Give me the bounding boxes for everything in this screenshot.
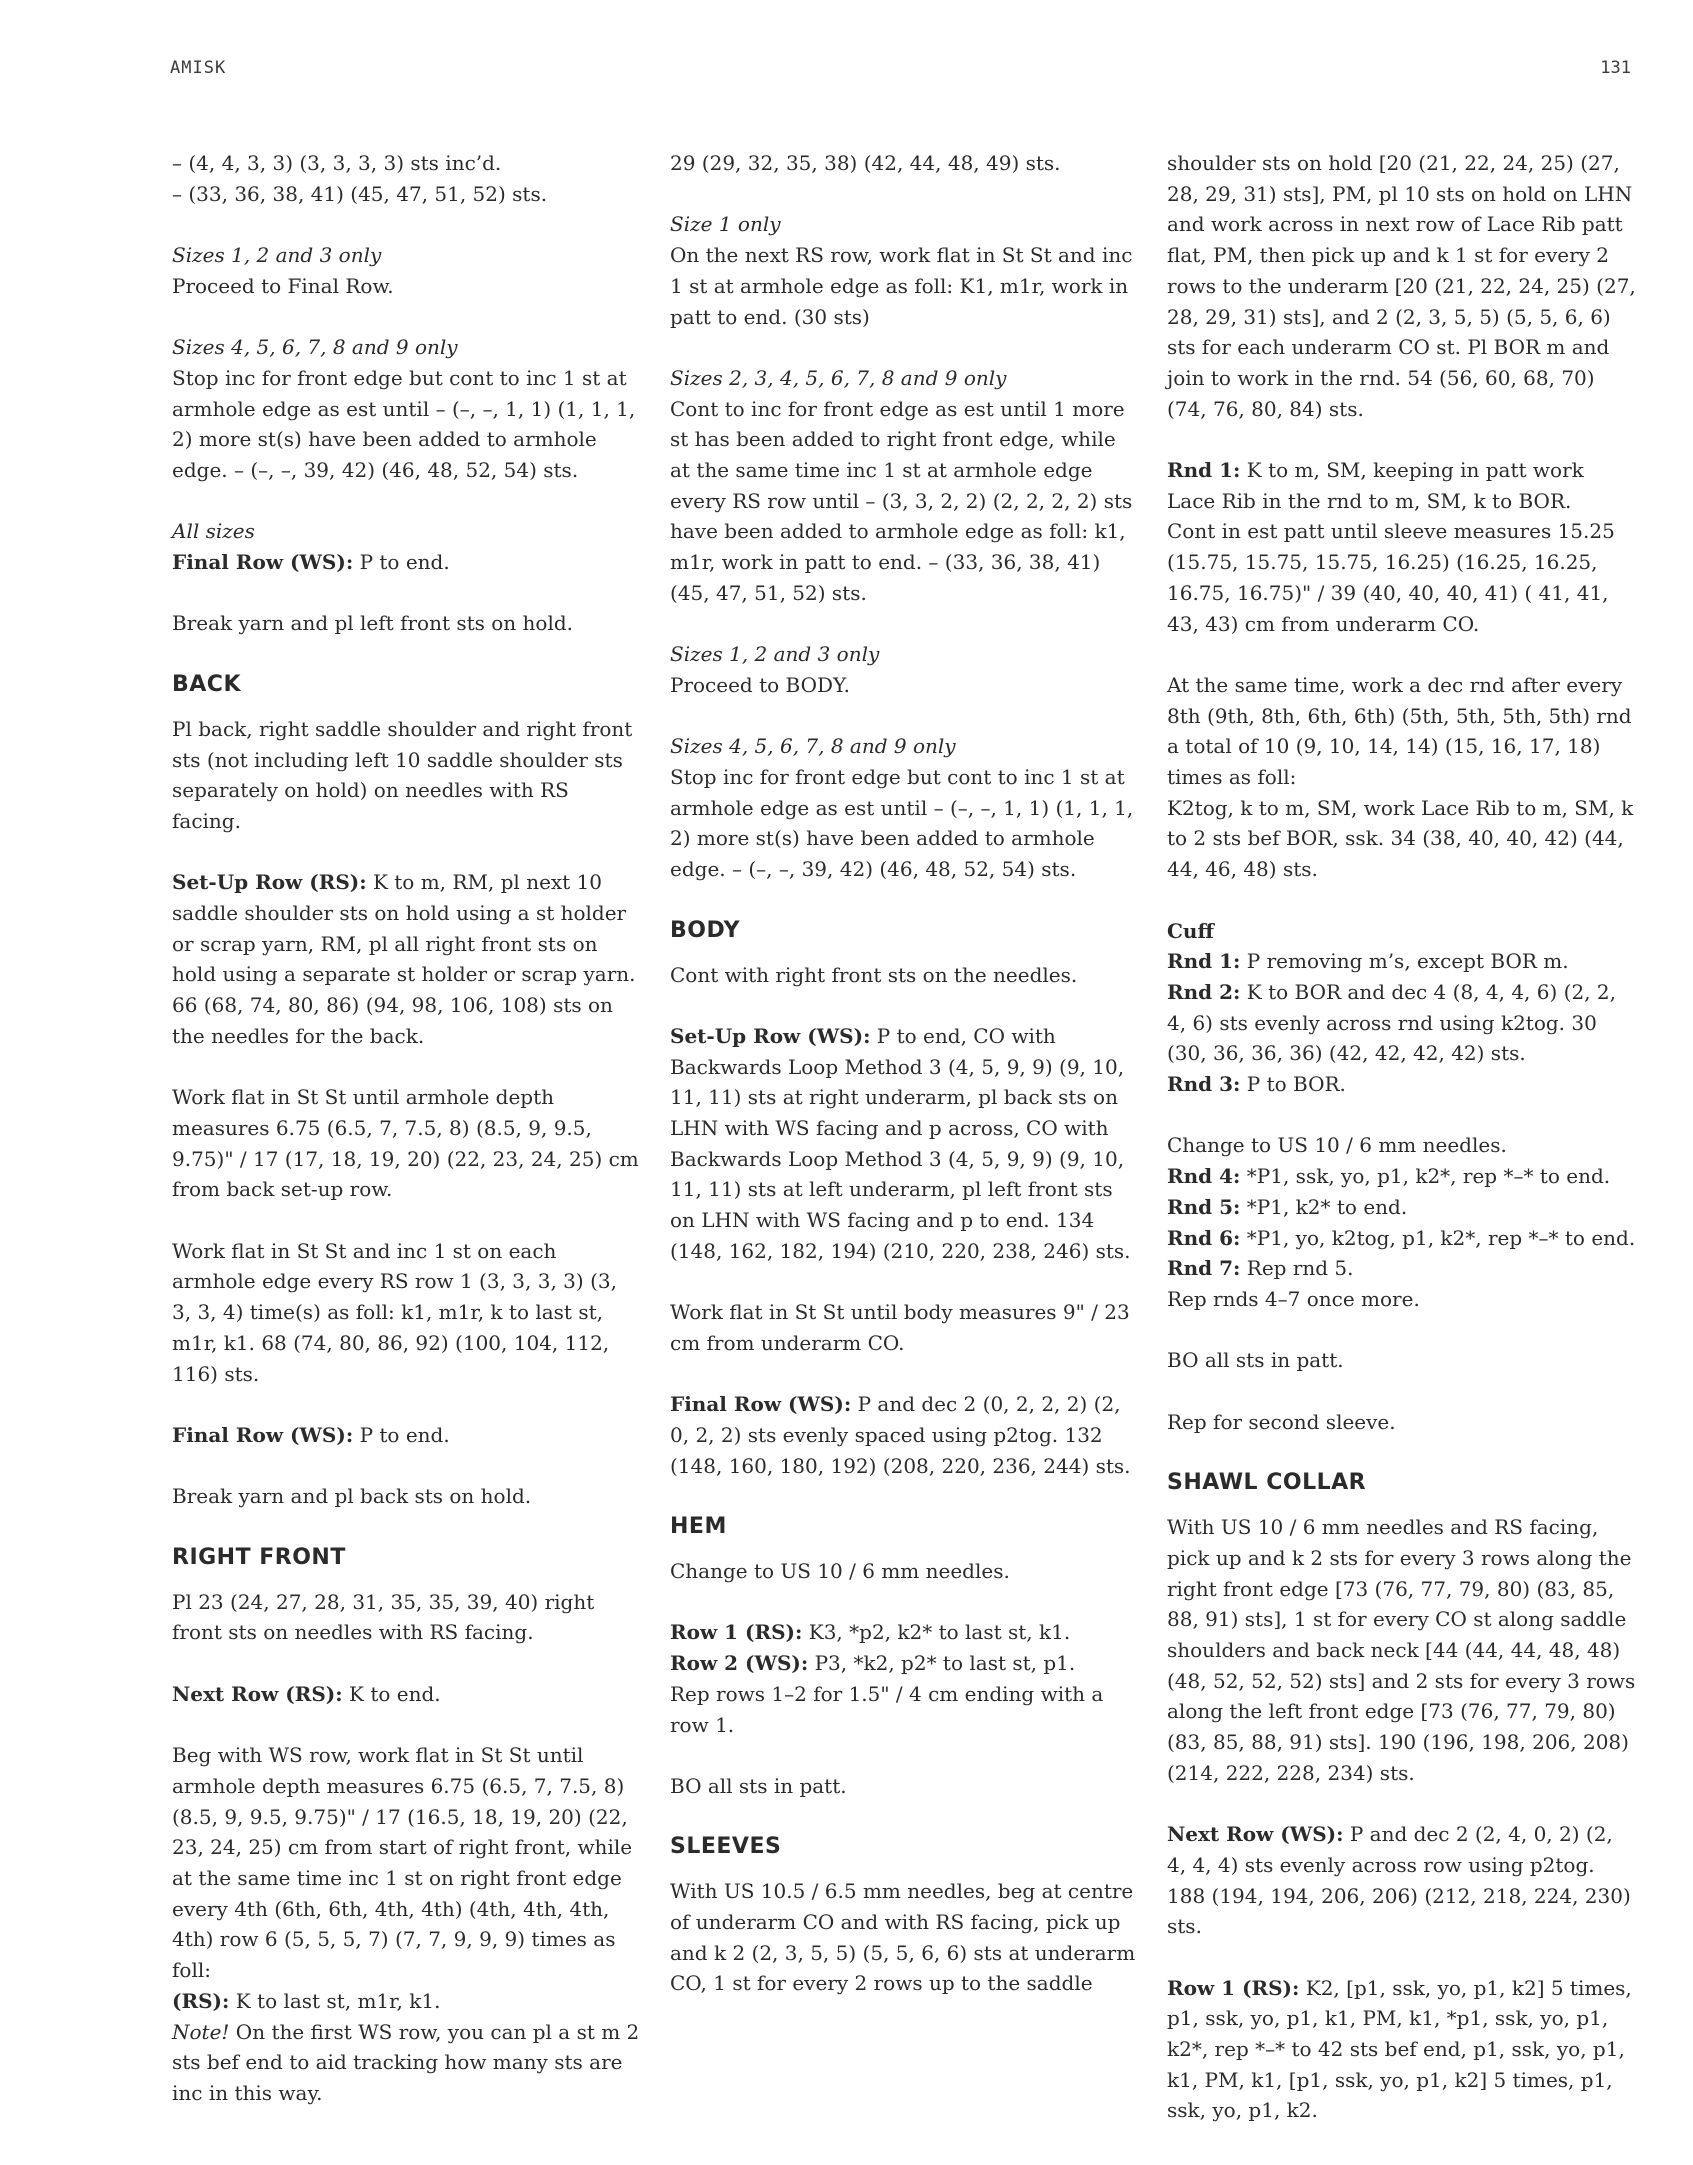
- size-heading: Sizes 1, 2 and 3 only: [172, 243, 382, 268]
- paragraph: Rep for second sleeve.: [1167, 1409, 1396, 1434]
- size-block: [172, 516, 642, 577]
- instruction-row: [172, 1420, 642, 1451]
- paragraph: Change to US 10 / 6 mm needles.: [1167, 1133, 1507, 1158]
- instruction-row: [670, 1648, 1140, 1679]
- size-heading: Size 1 only: [670, 212, 781, 237]
- row-label: Final Row (WS):: [172, 550, 354, 575]
- row-instruction: Rep rnd 5.: [1240, 1256, 1354, 1281]
- page-number: 131: [1600, 58, 1631, 78]
- paragraph: BO all sts in patt.: [670, 1773, 847, 1798]
- paragraph: Cont in est patt until sleeve measures 15.25 (15.75, 15.75, 15.75, 16.25) (16.25, 16.25, 16.75, 16.75)" / 39 (40, 40, 40, 41) ( 41, 41, 43, 43) cm from underarm CO.: [1167, 519, 1615, 636]
- row-instruction: K to BOR and dec 4 (8, 4, 4, 6) (2, 2, 4, 6) sts evenly across rnd using k2tog. 30 (30, 36, 36, 36) (42, 42, 42, 42) sts.: [1167, 979, 1616, 1066]
- paragraph: Rep rows 1–2 for 1.5" / 4 cm ending with a row 1.: [670, 1681, 1104, 1737]
- row-label: Row 1 (RS):: [670, 1620, 803, 1645]
- row-instruction: P to end, CO with Backwards Loop Method 3 (4, 5, 9, 9) (9, 10, 11, 11) sts at right underarm, pl back sts on LHN with WS facing and p across, CO with Backwards Loop Method 3 (4, 5, 9, 9) (9, 10, 11, 11) sts at left underarm, pl left front sts on LHN with WS facing and p to end. 134 (148, 162, 182, 194) (210, 220, 238, 246) sts.: [670, 1023, 1131, 1263]
- row-instruction: P and dec 2 (0, 2, 2, 2) (2, 0, 2, 2) sts evenly spaced using p2tog. 132 (148, 160, 180, 192) (208, 220, 236, 244) sts.: [670, 1392, 1131, 1478]
- section-heading-sleeves: SLEEVES: [670, 1834, 782, 1860]
- column-left: [172, 148, 642, 2139]
- paragraph: Stop inc for front edge but cont to inc 1 st at armhole edge as est until – (–, –, 1, 1) (1, 1, 1, 2) more st(s) have been added to armhole edge. – (–, –, 39, 42) (46, 48, 52, 54) sts.: [172, 365, 636, 482]
- row-label: Final Row (WS):: [670, 1392, 852, 1417]
- size-heading: Sizes 1, 2 and 3 only: [670, 642, 880, 667]
- row-instruction: K to end.: [342, 1681, 441, 1706]
- size-heading: Sizes 4, 5, 6, 7, 8 and 9 only: [172, 335, 458, 360]
- text-line: – (33, 36, 38, 41) (45, 47, 51, 52) sts.: [172, 181, 548, 206]
- row-instruction: P to end.: [353, 550, 450, 575]
- paragraph: Stop inc for front edge but cont to inc 1 st at armhole edge as est until – (–, –, 1, 1) (1, 1, 1, 2) more st(s) have been added to armhole edge. – (–, –, 39, 42) (46, 48, 52, 54) sts.: [670, 765, 1134, 882]
- paragraph: Cont with right front sts on the needles.: [670, 962, 1078, 987]
- row-instruction: K to m, RM, pl next 10 saddle shoulder sts on hold using a st holder or scrap yarn, RM, pl all right front sts on hold using a separate st holder or scrap yarn. 66 (68, 74, 80, 86) (94, 98, 106, 108) sts on the needles for the back.: [172, 870, 636, 1048]
- paragraph: Beg with WS row, work flat in St St until armhole depth measures 6.75 (6.5, 7, 7.5, 8) (8.5, 9, 9.5, 9.75)" / 17 (16.5, 18, 19, 20) (22, 23, 24, 25) cm from start of right front, while at the same time inc 1 st on right front edge every 4th (6th, 6th, 4th, 4th) (4th, 4th, 4th, 4th) row 6 (5, 5, 5, 7) (7, 7, 9, 9, 9) times as foll:: [172, 1743, 633, 1983]
- instruction-row: [670, 1389, 1140, 1481]
- paragraph: shoulder sts on hold [20 (21, 22, 24, 25) (27, 28, 29, 31) sts], PM, pl 10 sts on hold on LHN and work across in next row of Lace Rib patt flat, PM, then pick up and k 1 st for every 2 rows to the underarm [20 (21, 22, 24, 25) (27, 28, 29, 31) sts], and 2 (2, 3, 5, 5) (5, 5, 6, 6) sts for each underarm CO st. Pl BOR m and join to work in the rnd. 54 (56, 60, 68, 70) (74, 76, 80, 84) sts.: [1167, 151, 1636, 421]
- instruction-row: [1167, 946, 1637, 977]
- instruction-row: [670, 1617, 1140, 1648]
- row-instruction: *P1, ssk, yo, p1, k2*, rep *–* to end.: [1240, 1164, 1611, 1189]
- row-instruction: K2, [p1, ssk, yo, p1, k2] 5 times, p1, ssk, yo, p1, k1, PM, k1, *p1, ssk, yo, p1, k2*, rep *–* to 42 sts bef end, p1, ssk, yo, p1, k1, PM, k1, [p1, ssk, yo, p1, k2] 5 times, p1, ssk, yo, p1, k2.: [1167, 1975, 1632, 2123]
- size-heading: Sizes 2, 3, 4, 5, 6, 7, 8 and 9 only: [670, 365, 1007, 390]
- size-block: [670, 363, 1140, 609]
- paragraph: Break yarn and pl left front sts on hold.: [172, 611, 574, 636]
- note: [172, 2017, 642, 2109]
- row-label: Rnd 1:: [1167, 949, 1241, 974]
- paragraph: K2tog, k to m, SM, work Lace Rib to m, SM, k to 2 sts bef BOR, ssk. 34 (38, 40, 40, 42) (44, 44, 46, 48) sts.: [1167, 795, 1634, 882]
- paragraph: On the next RS row, work flat in St St and inc 1 st at armhole edge as foll: K1, m1r, work in patt to end. (30 sts): [670, 243, 1133, 329]
- paragraph: Pl 23 (24, 27, 28, 31, 35, 35, 39, 40) right front sts on needles with RS facing.: [172, 1589, 595, 1645]
- row-instruction: P and dec 2 (2, 4, 0, 2) (2, 4, 4, 4) sts evenly across row using p2tog. 188 (194, 194, 206, 206) (212, 218, 224, 230) sts.: [1167, 1822, 1631, 1939]
- note-text: On the first WS row, you can pl a st m 2 sts bef end to aid tracking how many sts are inc in this way.: [172, 2019, 640, 2105]
- size-block: [172, 332, 642, 486]
- instruction-row: [1167, 977, 1637, 1069]
- paragraph: Work flat in St St and inc 1 st on each armhole edge every RS row 1 (3, 3, 3, 3) (3, 3, 3, 4) time(s) as foll: k1, m1r, k to last st, m1r, k1. 68 (74, 80, 86, 92) (100, 104, 112, 116) sts.: [172, 1238, 617, 1386]
- instruction-row: [1167, 1253, 1637, 1284]
- row-instruction: K to last st, m1r, k1.: [229, 1988, 441, 2013]
- size-block: [670, 731, 1140, 885]
- instruction-row: [172, 1986, 642, 2017]
- row-label: Rnd 6:: [1167, 1225, 1241, 1250]
- size-block: [670, 209, 1140, 332]
- row-label: Rnd 1:: [1167, 458, 1241, 483]
- column-right: [1167, 148, 1637, 2157]
- row-instruction: K3, *p2, k2* to last st, k1.: [802, 1620, 1071, 1645]
- row-label: Next Row (WS):: [1167, 1822, 1344, 1847]
- row-label: Set-Up Row (RS):: [172, 870, 367, 895]
- row-label: (RS):: [172, 1988, 230, 2013]
- row-instruction: P to end.: [353, 1422, 450, 1447]
- instruction-row: [1167, 1069, 1637, 1100]
- row-label: Row 1 (RS):: [1167, 1975, 1300, 2000]
- paragraph: Cont to inc for front edge as est until 1 more st has been added to right front edge, while at the same time inc 1 st at armhole edge every RS row until – (3, 3, 2, 2) (2, 2, 2, 2) sts have been added to armhole edge as foll: k1, m1r, work in patt to end. – (33, 36, 38, 41) (45, 47, 51, 52) sts.: [670, 396, 1133, 605]
- row-instruction: P to BOR.: [1240, 1072, 1346, 1097]
- row-label: Row 2 (WS):: [670, 1651, 809, 1676]
- paragraph: Break yarn and pl back sts on hold.: [172, 1484, 532, 1509]
- row-instruction: P3, *k2, p2* to last st, p1.: [808, 1651, 1076, 1676]
- subheading-cuff: [1167, 916, 1637, 947]
- text-line: – (4, 4, 3, 3) (3, 3, 3, 3) sts inc’d.: [172, 151, 502, 175]
- row-label: Rnd 2:: [1167, 979, 1241, 1004]
- size-block: [172, 240, 642, 301]
- instruction-row: [1167, 1973, 1637, 2127]
- size-block: [670, 639, 1140, 700]
- row-label: Rnd 7:: [1167, 1256, 1241, 1281]
- note-label: Note!: [172, 2019, 230, 2044]
- paragraph: Proceed to BODY.: [670, 672, 851, 697]
- row-label: Next Row (RS):: [172, 1681, 343, 1706]
- paragraph: BO all sts in patt.: [1167, 1348, 1344, 1373]
- instruction-row: [670, 1021, 1140, 1267]
- section-heading-shawl-collar: SHAWL COLLAR: [1167, 1470, 1367, 1496]
- paragraph: Work flat in St St until armhole depth measures 6.75 (6.5, 7, 7.5, 8) (8.5, 9, 9.5, 9.75)" / 17 (17, 18, 19, 20) (22, 23, 24, 25) cm from back set-up row.: [172, 1085, 639, 1202]
- row-instruction: P removing m’s, except BOR m.: [1240, 949, 1569, 974]
- row-label: Final Row (WS):: [172, 1422, 354, 1447]
- row-instruction: K to m, SM, keeping in patt work Lace Rib in the rnd to m, SM, k to BOR.: [1167, 458, 1584, 513]
- paragraph: Rep rnds 4–7 once more.: [1167, 1286, 1420, 1311]
- column-middle: [670, 148, 1140, 2030]
- text-line: 29 (29, 32, 35, 38) (42, 44, 48, 49) sts.: [670, 151, 1061, 175]
- running-head: AMISK: [170, 58, 227, 78]
- section-heading-back: BACK: [172, 671, 241, 697]
- row-instruction: *P1, k2* to end.: [1240, 1194, 1408, 1219]
- cuff-heading: Cuff: [1167, 918, 1214, 943]
- paragraph: Proceed to Final Row.: [172, 273, 394, 298]
- paragraph: With US 10.5 / 6.5 mm needles, beg at centre of underarm CO and with RS facing, pick up and k 2 (2, 3, 5, 5) (5, 5, 6, 6) sts at underarm CO, 1 st for every 2 rows up to the saddle: [670, 1879, 1136, 1996]
- instruction-row: [172, 1679, 642, 1710]
- paragraph: Work flat in St St until body measures 9" / 23 cm from underarm CO.: [670, 1300, 1130, 1355]
- row-label: Set-Up Row (WS):: [670, 1023, 871, 1048]
- size-heading: Sizes 4, 5, 6, 7, 8 and 9 only: [670, 734, 956, 759]
- row-label: Rnd 5:: [1167, 1194, 1241, 1219]
- paragraph: Change to US 10 / 6 mm needles.: [670, 1559, 1010, 1584]
- section-heading-right-front: RIGHT FRONT: [172, 1544, 346, 1570]
- paragraph: Pl back, right saddle shoulder and right front sts (not including left 10 saddle shoulder sts separately on hold) on needles with RS facing.: [172, 716, 633, 833]
- size-heading: All sizes: [172, 519, 255, 544]
- row-label: Rnd 4:: [1167, 1164, 1241, 1189]
- paragraph: At the same time, work a dec rnd after every 8th (9th, 8th, 6th, 6th) (5th, 5th, 5th, 5th) rnd a total of 10 (9, 10, 14, 14) (15, 16, 17, 18) times as foll:: [1167, 672, 1632, 790]
- instruction-row: [1167, 1223, 1637, 1254]
- instruction-row: [1167, 1192, 1637, 1223]
- row-label: Rnd 3:: [1167, 1072, 1241, 1097]
- instruction-row: [1167, 1161, 1637, 1192]
- row-instruction: *P1, yo, k2tog, p1, k2*, rep *–* to end.: [1240, 1225, 1636, 1250]
- instruction-row: [1167, 1819, 1637, 1942]
- instruction-row: [172, 867, 642, 1051]
- paragraph: With US 10 / 6 mm needles and RS facing, pick up and k 2 sts for every 3 rows along the right front edge [73 (76, 77, 79, 80) (83, 85, 88, 91) sts], 1 st for every CO st along saddle shoulders and back neck [44 (44, 44, 48, 48) (48, 52, 52, 52) sts] and 2 sts for every 3 rows along the left front edge [73 (76, 77, 79, 80) (83, 85, 88, 91) sts]. 190 (196, 198, 206, 208) (214, 222, 228, 234) sts.: [1167, 1515, 1636, 1785]
- section-heading-body: BODY: [670, 917, 741, 943]
- instruction-row: [1167, 455, 1637, 516]
- section-heading-hem: HEM: [670, 1514, 727, 1540]
